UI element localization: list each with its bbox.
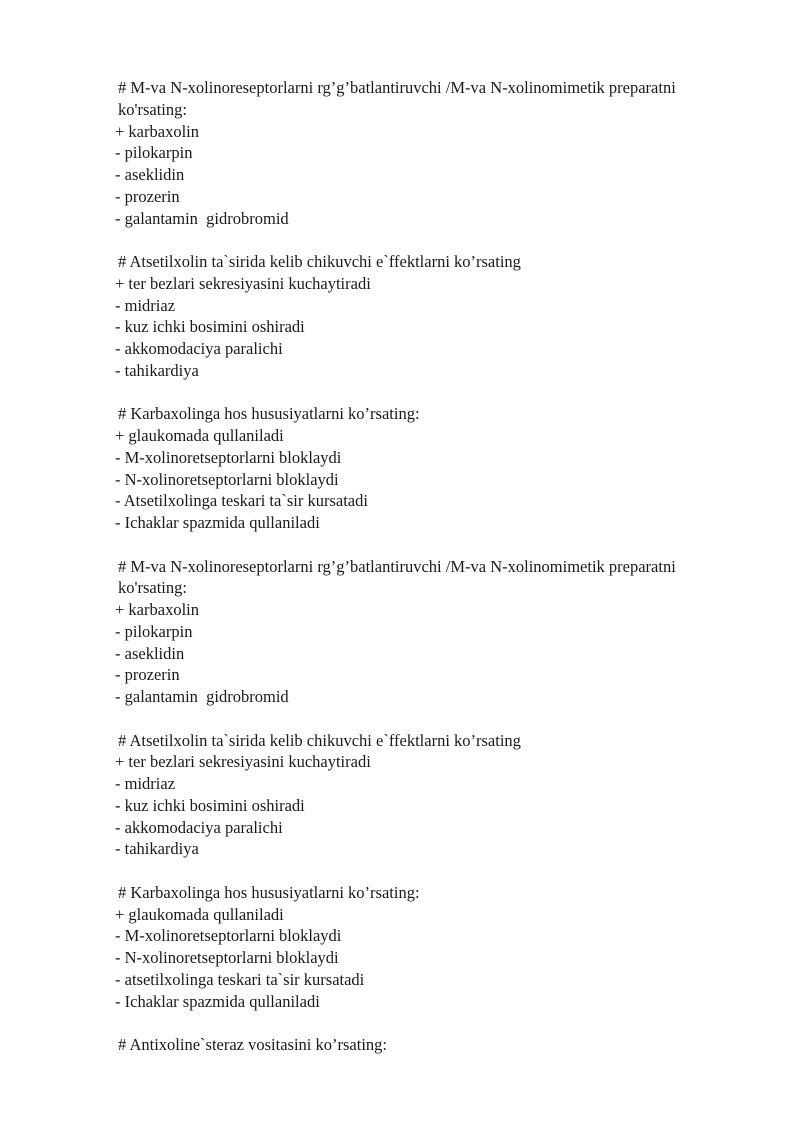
answer-option: - tahikardiya [115, 360, 199, 380]
answer-option: - Ichaklar spazmida qullaniladi [115, 991, 320, 1011]
question-block [115, 556, 715, 708]
answer-option: - Atsetilxolinga teskari ta`sir kursatadi [115, 491, 368, 511]
question-block [115, 730, 715, 861]
answer-option: - pilokarpin [115, 621, 193, 641]
question-text: # Atsetilxolin ta`sirida kelib chikuvchi e`ffektlarni ko’rsating [118, 252, 521, 271]
answer-option: - N-xolinoretseptorlarni bloklaydi [115, 469, 339, 489]
question-list [115, 77, 715, 1078]
answer-option: - kuz ichki bosimini oshiradi [115, 317, 305, 337]
answer-option: - galantamin gidrobromid [115, 687, 289, 706]
answer-option: - atsetilxolinga teskari ta`sir kursatadi [115, 969, 365, 989]
answer-option: - aseklidin [115, 165, 185, 184]
answer-option: - galantamin gidrobromid [115, 208, 289, 228]
answer-option: - kuz ichki bosimini oshiradi [115, 795, 305, 815]
answer-option: - N-xolinoretseptorlarni bloklaydi [115, 948, 339, 967]
question-text: # Antixoline`steraz vositasini ko’rsating: [118, 1035, 387, 1054]
answer-option: - akkomodaciya paralichi [115, 339, 283, 358]
question-text: # Karbaxolinga hos hususiyatlarni ko’rsating: [118, 404, 420, 424]
question-text: # Karbaxolinga hos hususiyatlarni ko’rsating: [118, 882, 420, 902]
answer-option: - tahikardiya [115, 839, 199, 859]
answer-option: - aseklidin [115, 643, 185, 663]
question-text: # M-va N-xolinoreseptorlarni rg’g’batlantiruvchi /M-va N-xolinomimetik preparatni ko'rsating: [118, 556, 676, 598]
question-text: # M-va N-xolinoreseptorlarni rg’g’batlantiruvchi /M-va N-xolinomimetik preparatni ko'rsating: [118, 78, 676, 119]
answer-option: + glaukomada qullaniladi [115, 426, 284, 445]
question-block [115, 1034, 715, 1056]
answer-option: - prozerin [115, 665, 180, 685]
answer-option: + karbaxolin [115, 121, 199, 141]
answer-option: - Ichaklar spazmida qullaniladi [115, 513, 320, 532]
question-block [115, 77, 715, 229]
question-text: # Atsetilxolin ta`sirida kelib chikuvchi e`ffektlarni ko’rsating [118, 730, 521, 750]
answer-option: - midriaz [115, 295, 176, 315]
answer-option: - midriaz [115, 774, 176, 793]
answer-option: + karbaxolin [115, 600, 199, 619]
answer-option: - akkomodaciya paralichi [115, 817, 283, 837]
answer-option: - M-xolinoretseptorlarni bloklaydi [115, 447, 342, 467]
answer-option: - prozerin [115, 186, 180, 206]
answer-option: + glaukomada qullaniladi [115, 904, 284, 924]
question-block [115, 403, 715, 534]
question-block [115, 882, 715, 1013]
question-block [115, 251, 715, 382]
answer-option: - M-xolinoretseptorlarni bloklaydi [115, 926, 342, 946]
answer-option: - pilokarpin [115, 143, 193, 163]
answer-option: + ter bezlari sekresiyasini kuchaytiradi [115, 273, 371, 293]
answer-option: + ter bezlari sekresiyasini kuchaytiradi [115, 752, 371, 772]
